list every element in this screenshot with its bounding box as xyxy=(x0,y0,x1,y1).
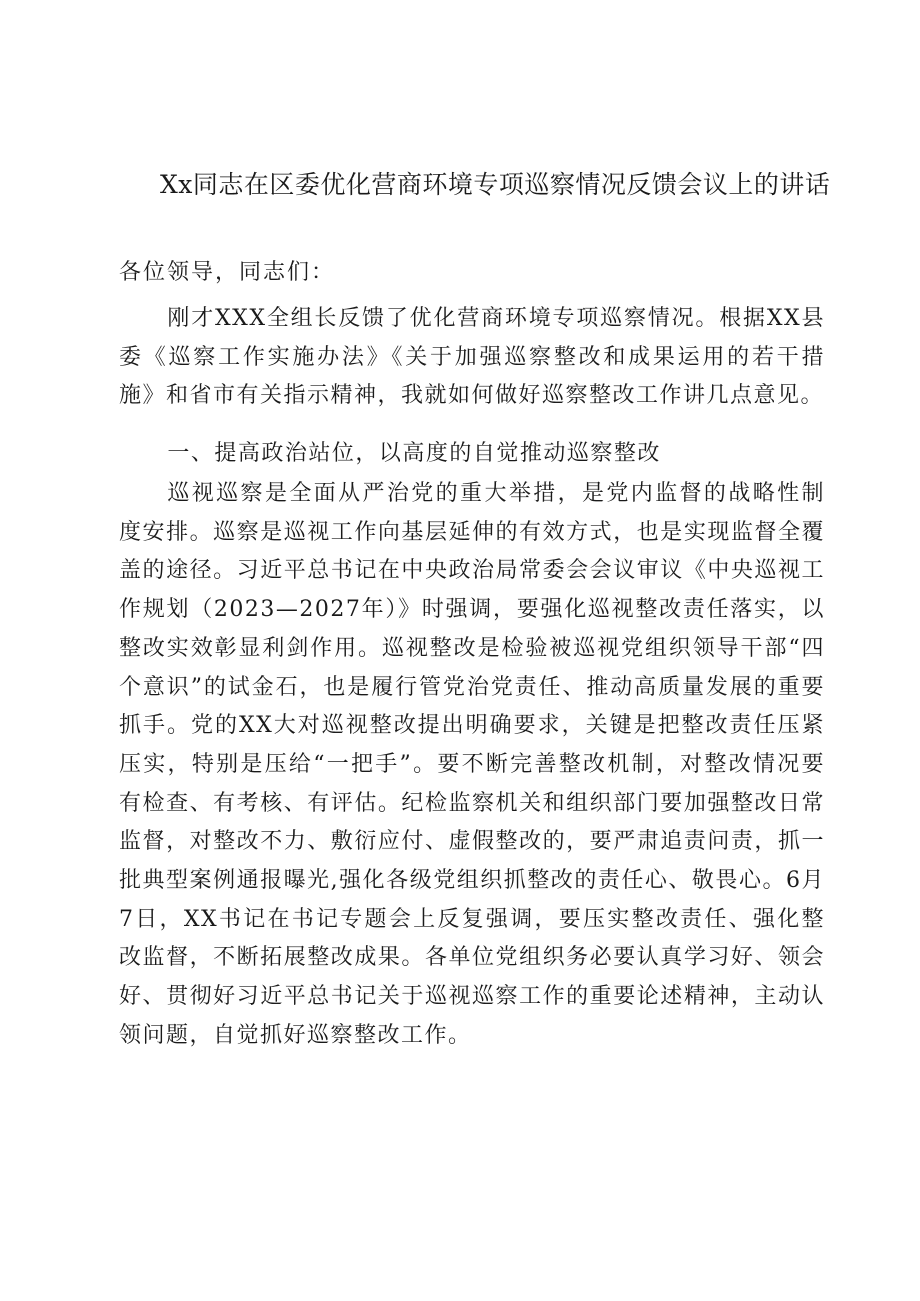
paragraph-section-1: 巡视巡察是全面从严治党的重大举措，是党内监督的战略性制度安排。巡察是巡视工作向基层延伸的有效方式，也是实现监督全覆盖的途径。习近平总书记在中央政治局常委会会议审议《中央巡视工作规划（2023—2027年）》时强调，要强化巡视整改责任落实，以整改实效彰显利剑作用。巡视整改是检验被巡视党组织领导干部“四个意识”的试金石，也是履行管党治党责任、推动高质量发展的重要抓手。党的XX大对巡视整改提出明确要求，关键是把整改责任压紧压实，特别是压给“一把手”。要不断完善整改机制，对整改情况要有检查、有考核、有评估。纪检监察机关和组织部门要加强整改日常监督，对整改不力、敷衍应付、虚假整改的，要严肃追责问责，抓一批典型案例通报曝光,强化各级党组织抓整改的责任心、敬畏心。6月7日，XX书记在书记专题会上反复强调，要压实整改责任、强化整改监督，不断拓展整改成果。各单位党组织务必要认真学习好、领会好、贯彻好习近平总书记关于巡视巡察工作的重要论述精神，主动认领问题，自觉抓好巡察整改工作。 xyxy=(119,481,825,1048)
paragraph-intro: 刚才XXX全组长反馈了优化营商环境专项巡察情况。根据XX县委《巡察工作实施办法》《关于加强巡察整改和成果运用的若干措施》和省市有关指示精神，我就如何做好巡察整改工作讲几点意见。 xyxy=(119,306,825,409)
salutation: 各位领导，同志们： xyxy=(119,260,336,285)
document-title: Xx同志在区委优化营商环境专项巡察情况反馈会议上的讲话 xyxy=(160,170,831,199)
section-heading-1: 一、提高政治站位，以高度的自觉推动巡察整改 xyxy=(167,441,661,466)
